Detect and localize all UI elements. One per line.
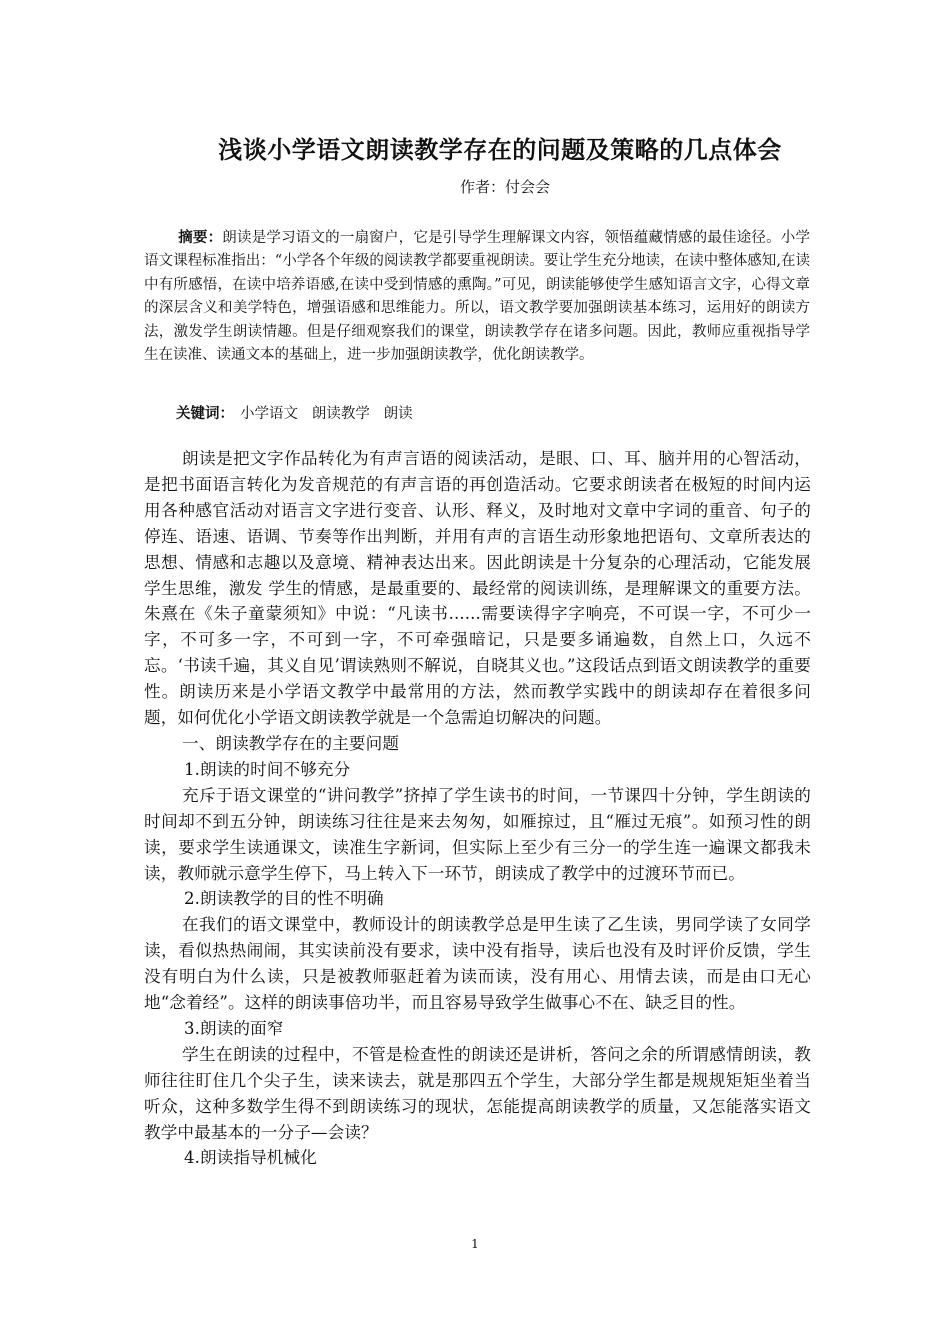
- abstract-label: 摘要：: [178, 230, 223, 246]
- subsection-paragraph-3: 学生在朗读的过程中，不管是检查性的朗读还是讲析，答问之余的所谓感情朗读，教师往往盯住几个尖子生，读来读去，就是那四五个学生，大部分学生都是规规矩矩坐着当听众，这种多数学生得不到朗读练习的现状，怎能提高朗读教学的质量，又怎能落实语文教学中最基本的一分子—会读？: [144, 1044, 811, 1142]
- subsection-paragraph-1: 充斥于语文课堂的“讲问教学”挤掉了学生读书的时间，一节课四十分钟，学生朗读的时间却不到五分钟，朗读练习往往是来去匆匆，如雁掠过，且“雁过无痕”。如预习性的朗读，要求学生读通课文，读准生字新词，但实际上至少有三分一的学生连一遍课文都我未读，教师就示意学生停下，马上转入下一环节，朗读成了教学中的过渡环节而已。: [144, 785, 811, 883]
- document-title: 浅谈小学语文朗读教学存在的问题及策略的几点体会: [218, 136, 782, 164]
- keywords-text: 小学语文 朗读教学 朗读: [240, 406, 413, 422]
- subsection-paragraph-2: 在我们的语文课堂中，教师设计的朗读教学总是甲生读了乙生读，男同学读了女同学读，看似热热闹闹，其实读前没有要求，读中没有指导，读后也没有及时评价反馈，学生没有明白为什么读，只是被教师驱赶着为读而读，没有用心、用情去读，而是由口无心地“念着经”。这样的朗读事倍功半，而且容易导致学生做事心不在、缺乏目的性。: [144, 915, 811, 1013]
- page-number: 1: [471, 1237, 479, 1251]
- subsection-heading-3: 3.朗读的面窄: [184, 1018, 284, 1038]
- author-line: 作者：付会会: [459, 178, 550, 196]
- subsection-heading-4: 4.朗读指导机械化: [184, 1148, 317, 1168]
- section-heading-1: 一、朗读教学存在的主要问题: [182, 733, 400, 753]
- keywords-label: 关键词：: [176, 406, 234, 422]
- keywords: [176, 403, 413, 425]
- intro-paragraph: 朗读是把文字作品转化为有声言语的阅读活动，是眼、口、耳、脑并用的心智活动，是把书面语言转化为发音规范的有声言语的再创造活动。它要求朗读者在极短的时间内运用各种感官活动对语言文字进行变音、认形、释义，及时地对文章中字词的重音、句子的停连、语速、语调、节奏等作出判断，并用有声的言语生动形象地把语句、文章所表达的思想、情感和志趣以及意境、精神表达出来。因此朗读是十分复杂的心理活动，它能发展学生思维，激发 学生的情感，是最重要的、最经常的阅读训练，是理解课文的重要方法。朱熹在《朱子童蒙须知》中说：“凡读书......需要读得字字响亮，不可误一字，不可少一字，不可多一字，不可到一字，不可牵强暗记，只是要多诵遍数，自然上口，久远不忘。‘书读千遍，其义自见’谓读熟则不解说，自晓其义也。”这段话点到语文朗读教学的重要性。朗读历来是小学语文教学中最常用的方法，然而教学实践中的朗读却存在着很多问题，如何优化小学语文朗读教学就是一个急需迫切解决的问题。: [144, 449, 811, 728]
- main-body: [144, 446, 811, 1171]
- subsection-heading-1: 1.朗读的时间不够充分: [184, 759, 351, 779]
- abstract: [144, 227, 810, 367]
- subsection-heading-2: 2.朗读教学的目的性不明确: [184, 889, 384, 909]
- abstract-text: 朗读是学习语文的一扇窗户，它是引导学生理解课文内容，领悟蕴藏情感的最佳途径。小学语文课程标准指出：“小学各个年级的阅读教学都要重视朗读。要让学生充分地读，在读中整体感知,在读中有所感悟，在读中培养语感,在读中受到情感的熏陶。”可见，朗读能够使学生感知语言文字，心得文章的深层含义和美学特色，增强语感和思维能力。所以，语文教学要加强朗读基本练习，运用好的朗读方法，激发学生朗读情趣。但是仔细观察我们的课堂，朗读教学存在诸多问题。因此，教师应重视指导学生在读准、读通文本的基础上，进一步加强朗读教学，优化朗读教学。: [144, 230, 811, 364]
